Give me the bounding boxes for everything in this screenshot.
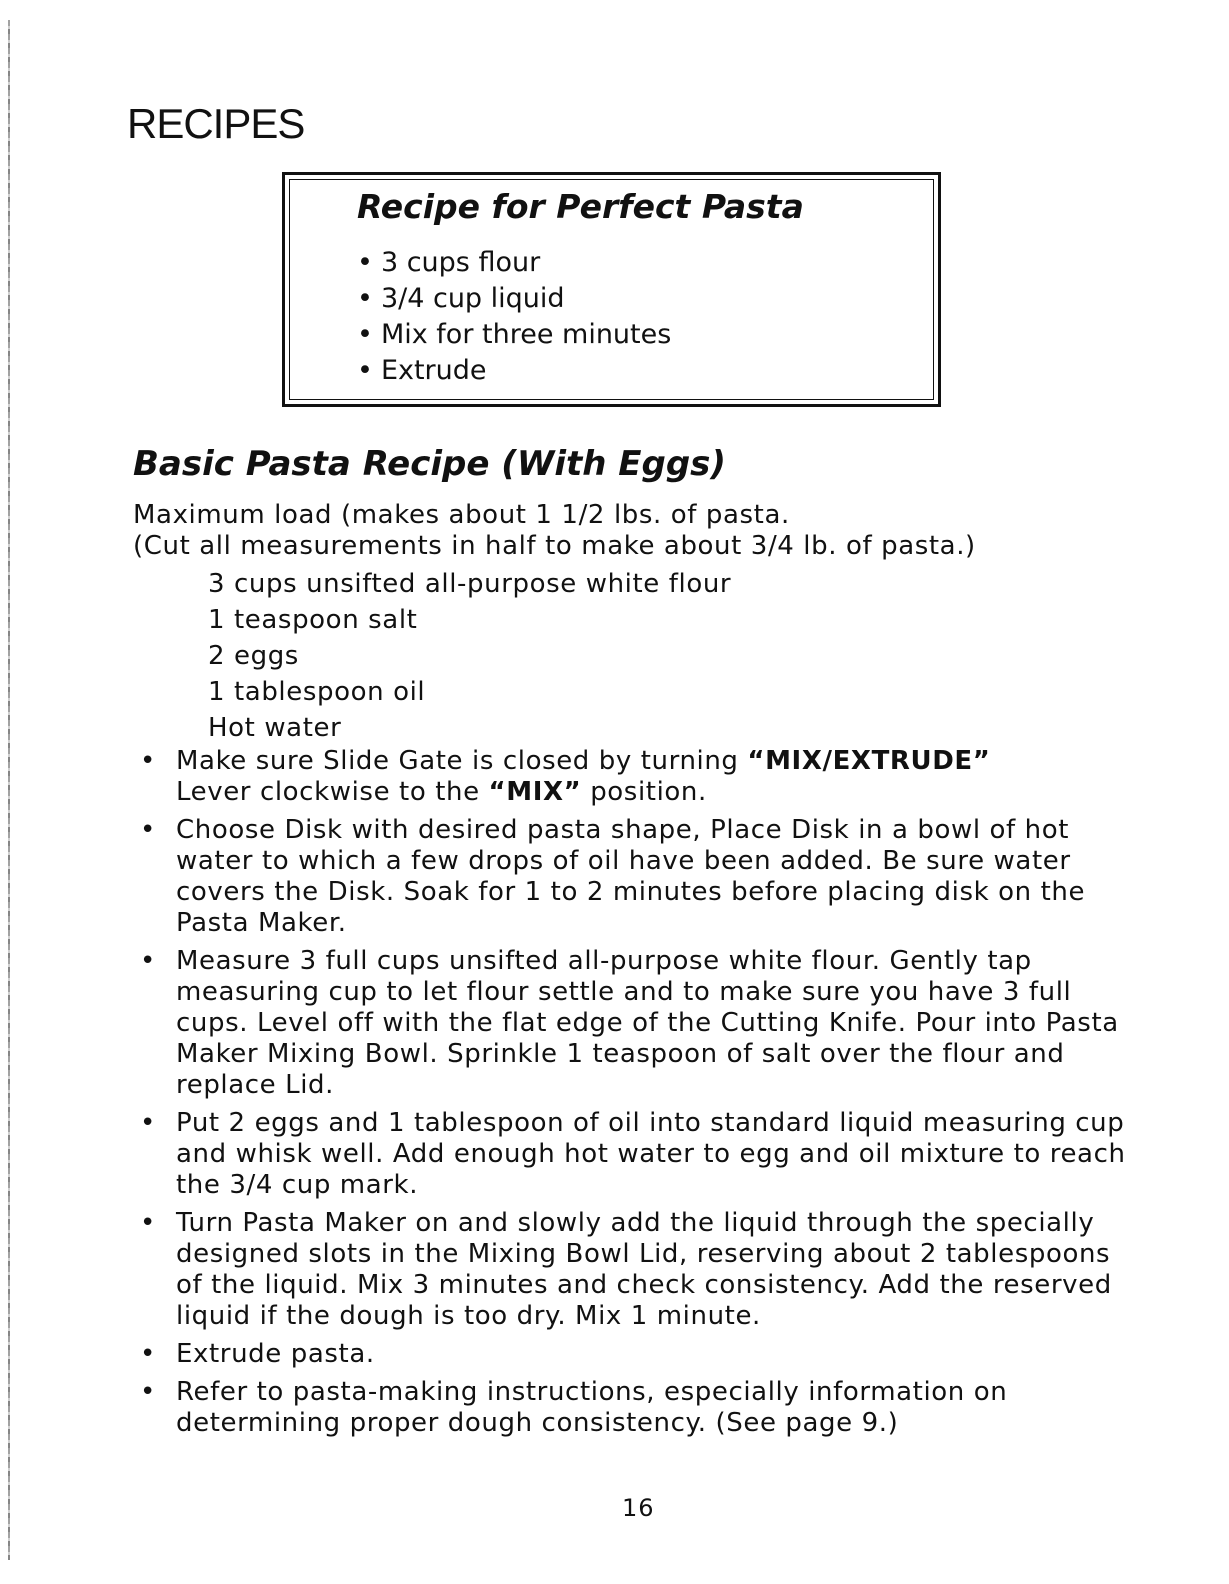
list-item: • 3/4 cup liquid bbox=[357, 281, 671, 317]
ingredient-item: Hot water bbox=[208, 713, 342, 743]
step-item: • Choose Disk with desired pasta shape, Place Disk in a bowl of hot water to which a few drops of oil have been added. Be sure water covers the Disk. Soak for 1 to 2 minutes before placing disk on the Pasta Maker. bbox=[140, 815, 1086, 938]
step-item: • Measure 3 full cups unsifted all-purpose white flour. Gently tap measuring cup to let flour settle and to make sure you have 3 full cups. Level off with the flat edge of the Cutting Knife. Pour into Pasta Maker Mixing Bowl. Sprinkle 1 teaspoon of salt over the flour and replace Lid. bbox=[140, 946, 1119, 1100]
ingredient-item: 1 teaspoon salt bbox=[208, 605, 418, 635]
step-item: • Turn Pasta Maker on and slowly add the liquid through the specially designed slots in the Mixing Bowl Lid, reserving about 2 tablespoons of the liquid. Mix 3 minutes and check consistency. Add the reserved liquid if the dough is too dry. Mix 1 minute. bbox=[140, 1208, 1112, 1331]
list-item: • 3 cups flour bbox=[357, 245, 671, 281]
list-item: • Extrude bbox=[357, 353, 671, 389]
step-item: • Make sure Slide Gate is closed by turning “MIX/EXTRUDE” Lever clockwise to the “MIX” position. bbox=[140, 746, 991, 807]
bullet-icon: • bbox=[140, 815, 156, 845]
step-item: • Refer to pasta-making instructions, especially information on determining proper dough consistency. (See page 9.) bbox=[140, 1377, 1008, 1438]
perfect-pasta-box bbox=[282, 172, 941, 407]
basic-recipe-title: Basic Pasta Recipe (With Eggs) bbox=[133, 444, 726, 484]
bullet-icon: • bbox=[140, 1377, 156, 1407]
scan-edge bbox=[8, 20, 10, 1560]
instruction-steps bbox=[140, 746, 1140, 1446]
ingredient-list bbox=[208, 566, 731, 746]
list-item: • Mix for three minutes bbox=[357, 317, 671, 353]
recipe-intro bbox=[133, 500, 976, 562]
ingredient-item: 2 eggs bbox=[208, 641, 299, 671]
ingredient-item: 3 cups unsifted all-purpose white flour bbox=[208, 569, 732, 599]
intro-line-1: Maximum load (makes about 1 1/2 lbs. of pasta. bbox=[133, 500, 790, 530]
bullet-icon: • bbox=[140, 1108, 156, 1138]
perfect-pasta-title: Recipe for Perfect Pasta bbox=[357, 187, 804, 226]
page-number: 16 bbox=[622, 1494, 655, 1522]
perfect-pasta-list bbox=[357, 245, 671, 389]
bullet-icon: • bbox=[140, 1339, 156, 1369]
bullet-icon: • bbox=[140, 746, 156, 776]
bullet-icon: • bbox=[140, 946, 156, 976]
intro-line-2: (Cut all measurements in half to make about 3/4 lb. of pasta.) bbox=[133, 531, 976, 561]
step-item: • Put 2 eggs and 1 tablespoon of oil into standard liquid measuring cup and whisk well. Add enough hot water to egg and oil mixture to reach the 3/4 cup mark. bbox=[140, 1108, 1126, 1200]
bullet-icon: • bbox=[140, 1208, 156, 1238]
section-title: RECIPES bbox=[127, 100, 305, 147]
step-item: • Extrude pasta. bbox=[140, 1339, 375, 1369]
ingredient-item: 1 tablespoon oil bbox=[208, 677, 426, 707]
